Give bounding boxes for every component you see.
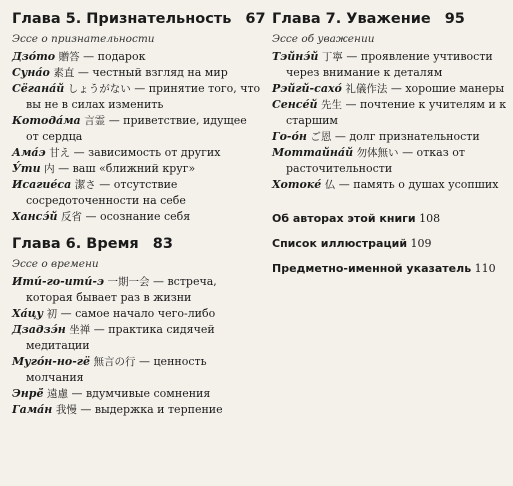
- toc-entry: Го-о́н ご恩 — долг признательности: [272, 130, 480, 143]
- backmatter-entry: Об авторах этой книги 108: [272, 212, 441, 225]
- toc-entry: Моттайна́й 勿体無い — отказ от расточительности: [272, 146, 465, 175]
- chapter-title: Глава 6. Время: [12, 236, 139, 252]
- toc-entry: Котода́ма 言霊 — приветствие, идущее от сердца: [12, 114, 247, 143]
- toc-entry: Хотоке́ 仏 — память о душах усопших: [272, 178, 499, 191]
- toc-entry: Ха́цу 初 — самое начало чего-либо: [12, 307, 216, 320]
- toc-entry: Рэйгй-сахо́ 礼儀作法 — хорошие манеры: [272, 82, 505, 95]
- toc-right-column: [272, 10, 508, 286]
- chapter-7-heading: [272, 10, 508, 28]
- toc-entry: Исагие́са 潔さ — отсутствие сосредоточенности на себе: [12, 178, 186, 207]
- essay-label: Эссе об уважении: [272, 33, 375, 45]
- toc-entry: Гама́н 我慢 — выдержка и терпение: [12, 403, 223, 416]
- essay-label: Эссе о времени: [12, 258, 99, 270]
- toc-entry: Сёгана́й しょうがない — принятие того, что вы не в силах изменить: [12, 82, 261, 111]
- toc-entry: Дзадзэ́н 坐禅 — практика сидячей медитации: [12, 323, 215, 352]
- essay-label: Эссе о признательности: [12, 33, 155, 45]
- chapter-6-heading: [12, 235, 262, 253]
- chapter-5-heading: [12, 10, 266, 28]
- toc-entry: Дзо́то 贈答 — подарок: [12, 50, 146, 63]
- toc-entry: Сенсе́й 先生 — почтение к учителям и к старшим: [272, 98, 507, 127]
- chapter-title: Глава 5. Признательность: [12, 11, 232, 27]
- toc-entry: Муго́н-но-гё 無言の行 — ценность молчания: [12, 355, 207, 384]
- backmatter-entry: Список иллюстраций 109: [272, 237, 432, 250]
- chapter-title: Глава 7. Уважение: [272, 11, 431, 27]
- toc-entry: Ити́-го-ити́-э 一期一会 — встреча, которая бывает раз в жизни: [12, 275, 217, 304]
- chapter-page: 95: [444, 11, 465, 27]
- toc-left-column: [12, 10, 266, 418]
- toc-entry: У́ти 内 — ваш «ближний круг»: [12, 162, 196, 175]
- toc-entry: Тэйнэ́й 丁寧 — проявление учтивости через внимание к деталям: [272, 50, 493, 79]
- toc-entry: Хансэ́й 反省 — осознание себя: [12, 210, 191, 223]
- toc-entry: Суна́о 素直 — честный взгляд на мир: [12, 66, 228, 79]
- toc-entry: Ама́э 甘え — зависимость от других: [12, 146, 221, 159]
- chapter-page: 83: [152, 236, 173, 252]
- toc-entry: Энрё́ 遠慮 — вдумчивые сомнения: [12, 387, 211, 400]
- backmatter-entry: Предметно-именной указатель 110: [272, 262, 496, 275]
- chapter-page: 67: [245, 11, 266, 27]
